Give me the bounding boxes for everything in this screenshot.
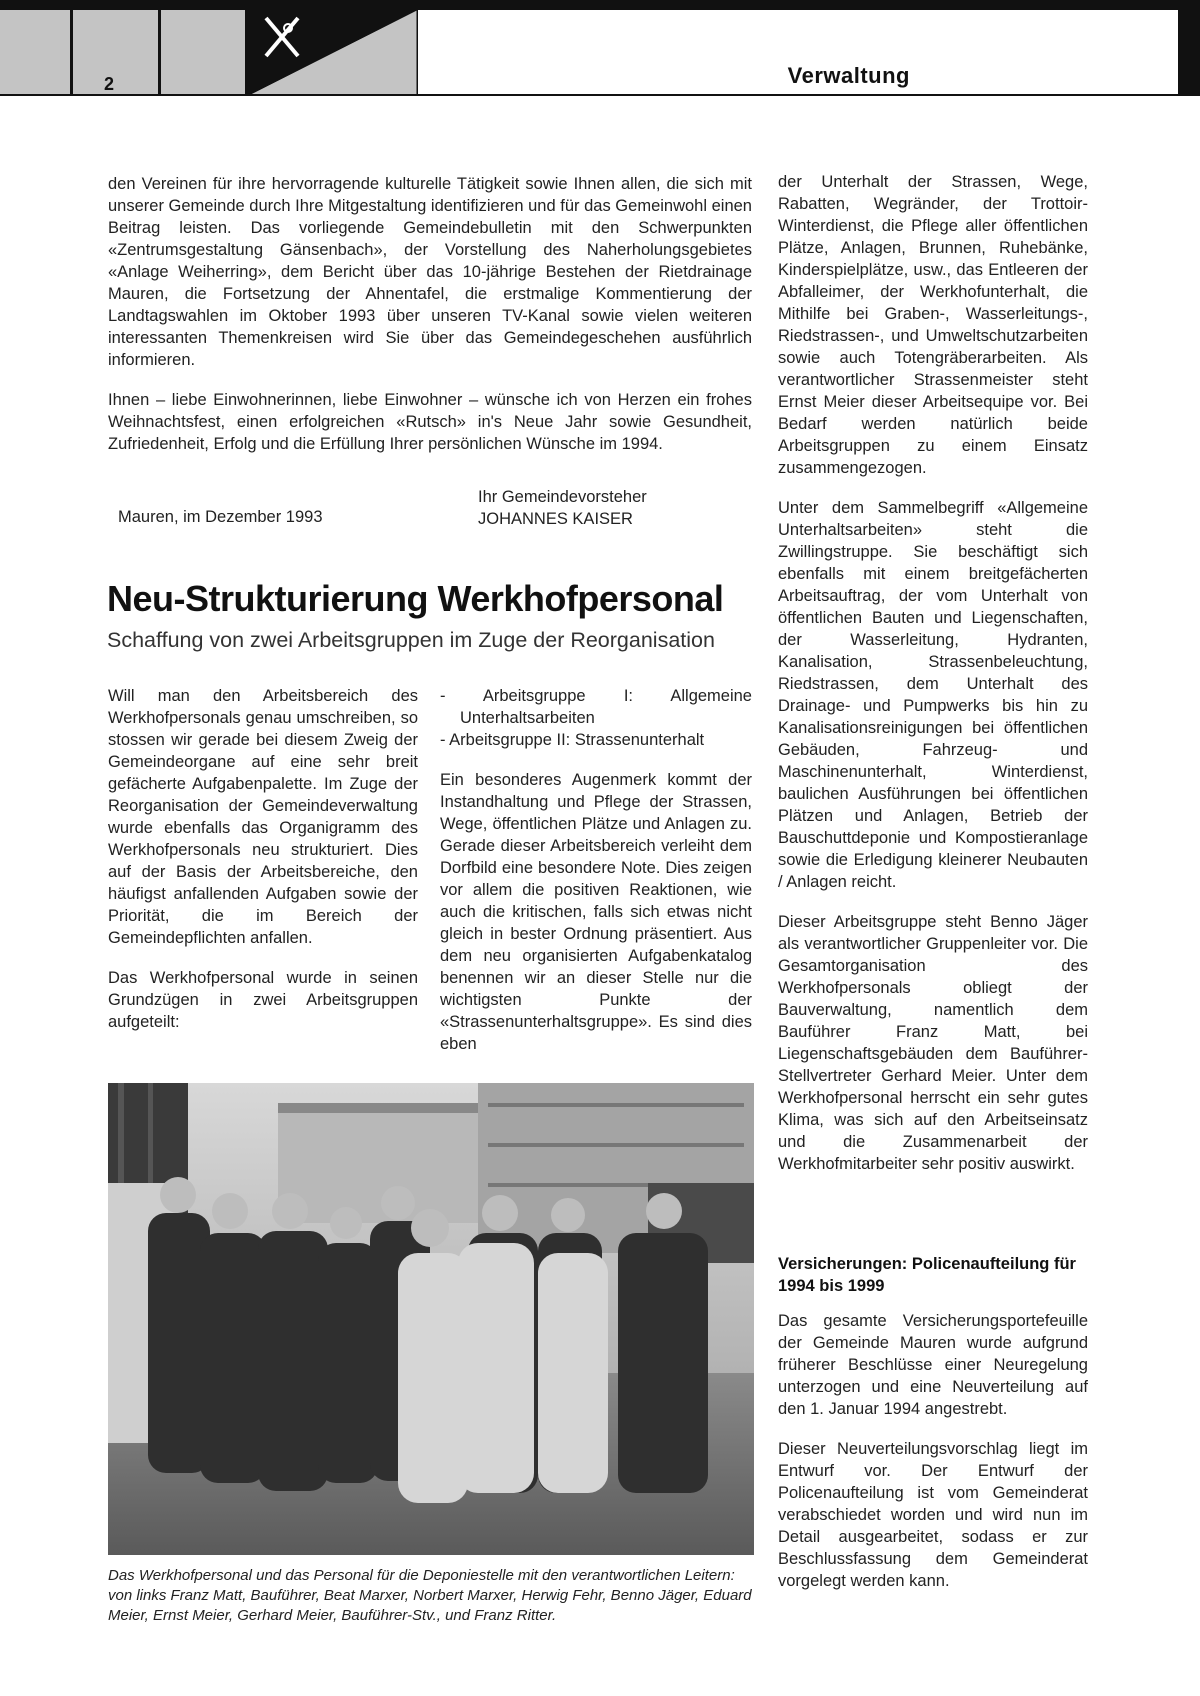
group-photo-image — [108, 1083, 754, 1555]
header-stripe — [0, 0, 1200, 10]
list-item: - Arbeitsgruppe I: Allgemeine Unterhaltsarbeiten — [440, 687, 752, 727]
page-header — [0, 0, 1200, 96]
article-column-1 — [108, 685, 418, 1051]
article-paragraph: Das Werkhofpersonal wurde in seinen Grundzügen in zwei Arbeitsgruppen aufgeteilt: — [108, 969, 418, 1031]
article-subhead: Schaffung von zwei Arbeitsgruppen im Zuge der Reorganisation — [107, 628, 715, 652]
signature-name: JOHANNES KAISER — [478, 510, 633, 528]
photo-caption: Das Werkhofpersonal und das Personal für die Deponiestelle mit den verantwortlichen Leitern: von links Franz Matt, Bauführer, Beat Marxer, Norbert Marxer, Herwig Fehr, Benno Jäger, Eduard Meier, Ernst Meier, Gerhard Meier, Bauführer-Stv., und Franz Ritter. — [108, 1567, 752, 1624]
insurance-body — [778, 1310, 1088, 1610]
article-paragraph: Will man den Arbeitsbereich des Werkhofpersonals genau umschreiben, so stossen wir gerade bei diesem Zweig der Gemeindeorgane auf eine sehr breit gefächerte Aufgabenpalette. Im Zuge der Reorganisation der Gemeindeverwaltung wurde ebenfalls das Organigramm des Werkhofpersonals neu strukturiert. Dies auf der Basis der Arbeitsbereiche, den häufigst anfallenden Aufgaben sowie der Priorität, die im Bereich der Gemeindepflichten anfallen. — [108, 687, 418, 947]
signature-title: Ihr Gemeindevorsteher — [478, 488, 647, 506]
place-date: Mauren, im Dezember 1993 — [118, 508, 323, 526]
intro-paragraph: Ihnen – liebe Einwohnerinnen, liebe Einwohner – wünsche ich von Herzen ein frohes Weihnachtsfest, einen erfolgreichen «Rutsch» in's Neue Jahr sowie Gesundheit, Zufriedenheit, Erfolg und die Erfüllung Ihrer persönlichen Wünsche im 1994. — [108, 391, 752, 453]
header-block-2 — [73, 10, 161, 96]
section-title: Verwaltung — [787, 63, 910, 88]
page-number: 2 — [104, 74, 115, 94]
intro-paragraph: den Vereinen für ihre hervorragende kulturelle Tätigkeit sowie Ihnen allen, die sich mit unserer Gemeinde durch Ihre Mitgestaltung identifizieren und für das Gemeinwohl einen Beitrag leisten. Das vorliegende Gemeindebulletin mit den Schwerpunkten «Zentrumsgestaltung Gänsenbach», der Vorstellung des Naherholungsgebietes «Anlage Weiherring», dem Bericht über das 10-jährige Bestehen der Rietdrainage Mauren, die Fortsetzung der Ahnentafel, die erstmalige Kommentierung der Landtagswahlen im Oktober 1993 über unseren TV-Kanal sowie vielen weiteren interessanten Themenkreisen wird Sie über das Gemeindegeschehen ausführlich informieren. — [108, 175, 752, 369]
article-headline: Neu-Strukturierung Werkhofpersonal — [107, 578, 724, 619]
list-item: - Arbeitsgruppe II: Strassenunterhalt — [440, 731, 705, 749]
article-paragraph: Unter dem Sammelbegriff «Allgemeine Unterhaltsarbeiten» steht die Zwillingstruppe. Sie beschäftigt sich ebenfalls mit einem breitgefächerten Arbeitsauftrag, der vom Unterhalt von öffentlichen Bauten und Liegenschaften, der Wasserleitung, Hydranten, Kanalisation, Strassenbeleuchtung, Riedstrassen, dem Unterhalt des Drainage- und Pumpwerks bis hin zu Kanalisationsreinigungen bei öffentlichen Gebäuden, Fahrzeug- und Maschinenunterhalt, Winterdienst, baulichen Ausführungen bei öffentlichen Plätzen und Anlagen, Betrieb der Bauschuttdeponie und Kompostieranlage sowie die Erledigung kleinerer Neubauten / Anlagen reicht. — [778, 499, 1088, 891]
header-block-3 — [161, 10, 248, 96]
insurance-paragraph: Das gesamte Versicherungsportefeuille der Gemeinde Mauren wurde aufgrund früherer Beschlüsse einer Neuregelung unterzogen und eine Neuverteilung auf den 1. Januar 1994 angestrebt. — [778, 1312, 1088, 1418]
article-paragraph: Dieser Arbeitsgruppe steht Benno Jäger als verantwortlicher Gruppenleiter vor. Die Gesamtorganisation des Werkhofpersonals obliegt der Bauverwaltung, namentlich dem Bauführer Franz Matt, bei Liegenschaftsgebäuden dem Bauführer-Stellvertreter Gerhard Meier. Unter dem Werkhofpersonal herrscht ein sehr gutes Klima, was sich auf den Arbeitseinsatz und die Zusammenarbeit der Werkhofmitarbeiter sehr positiv auswirkt. — [778, 913, 1088, 1173]
insurance-title: Versicherungen: Policenaufteilung für 1994 bis 1999 — [778, 1255, 1076, 1295]
article-paragraph: Ein besonderes Augenmerk kommt der Instandhaltung und Pflege der Strassen, Wege, öffentlichen Plätze und Anlagen zu. Gerade dieser Arbeitsbereich verleiht dem Dorfbild eine besondere Note. Dies zeigen vor allem die positiven Reaktionen, wie auch die kritischen, falls sich etwas nicht gleich in bester Ordnung präsentiert. Aus dem neu organisierten Aufgabenkatalog benennen wir an dieser Stelle nur die wichtigsten Punkte der «Strassenunterhaltsgruppe». Es sind dies eben — [440, 771, 752, 1053]
article-column-2 — [440, 685, 752, 1073]
article-paragraph: der Unterhalt der Strassen, Wege, Rabatten, Wegränder, der Trottoir-Winterdienst, die Pflege aller öffentlichen Plätze, Anlagen, Brunnen, Ruhebänke, Kinderspielplätze, usw., das Entleeren der Abfalleimer, der Werkhofunterhalt, die Mithilfe bei Graben-, Wasserleitungs-, Riedstrassen-, und Umweltschutzarbeiten sowie auch Totengräberarbeiten. Als verantwortlicher Strassenmeister steht Ernst Meier dieser Arbeitsequipe vor. Bei Bedarf werden natürlich beide Arbeitsgruppen zu einem Einsatz zusammengezogen. — [778, 173, 1088, 477]
insurance-paragraph: Dieser Neuverteilungsvorschlag liegt im Entwurf vor. Der Entwurf der Policenaufteilung ist vom Gemeinderat verabschiedet worden und wird nun im Detail ausgearbeitet, sodass er zur Beschlussfassung dem Gemeinderat vorgelegt werden kann. — [778, 1440, 1088, 1590]
header-right-bar — [1178, 10, 1200, 96]
intro-letter — [108, 173, 752, 473]
header-block-1 — [0, 10, 73, 96]
coat-of-arms-icon — [248, 10, 418, 96]
group-photo — [108, 1083, 754, 1555]
signature — [478, 486, 647, 530]
header-rule — [0, 94, 1200, 96]
article-column-3 — [778, 171, 1088, 1193]
